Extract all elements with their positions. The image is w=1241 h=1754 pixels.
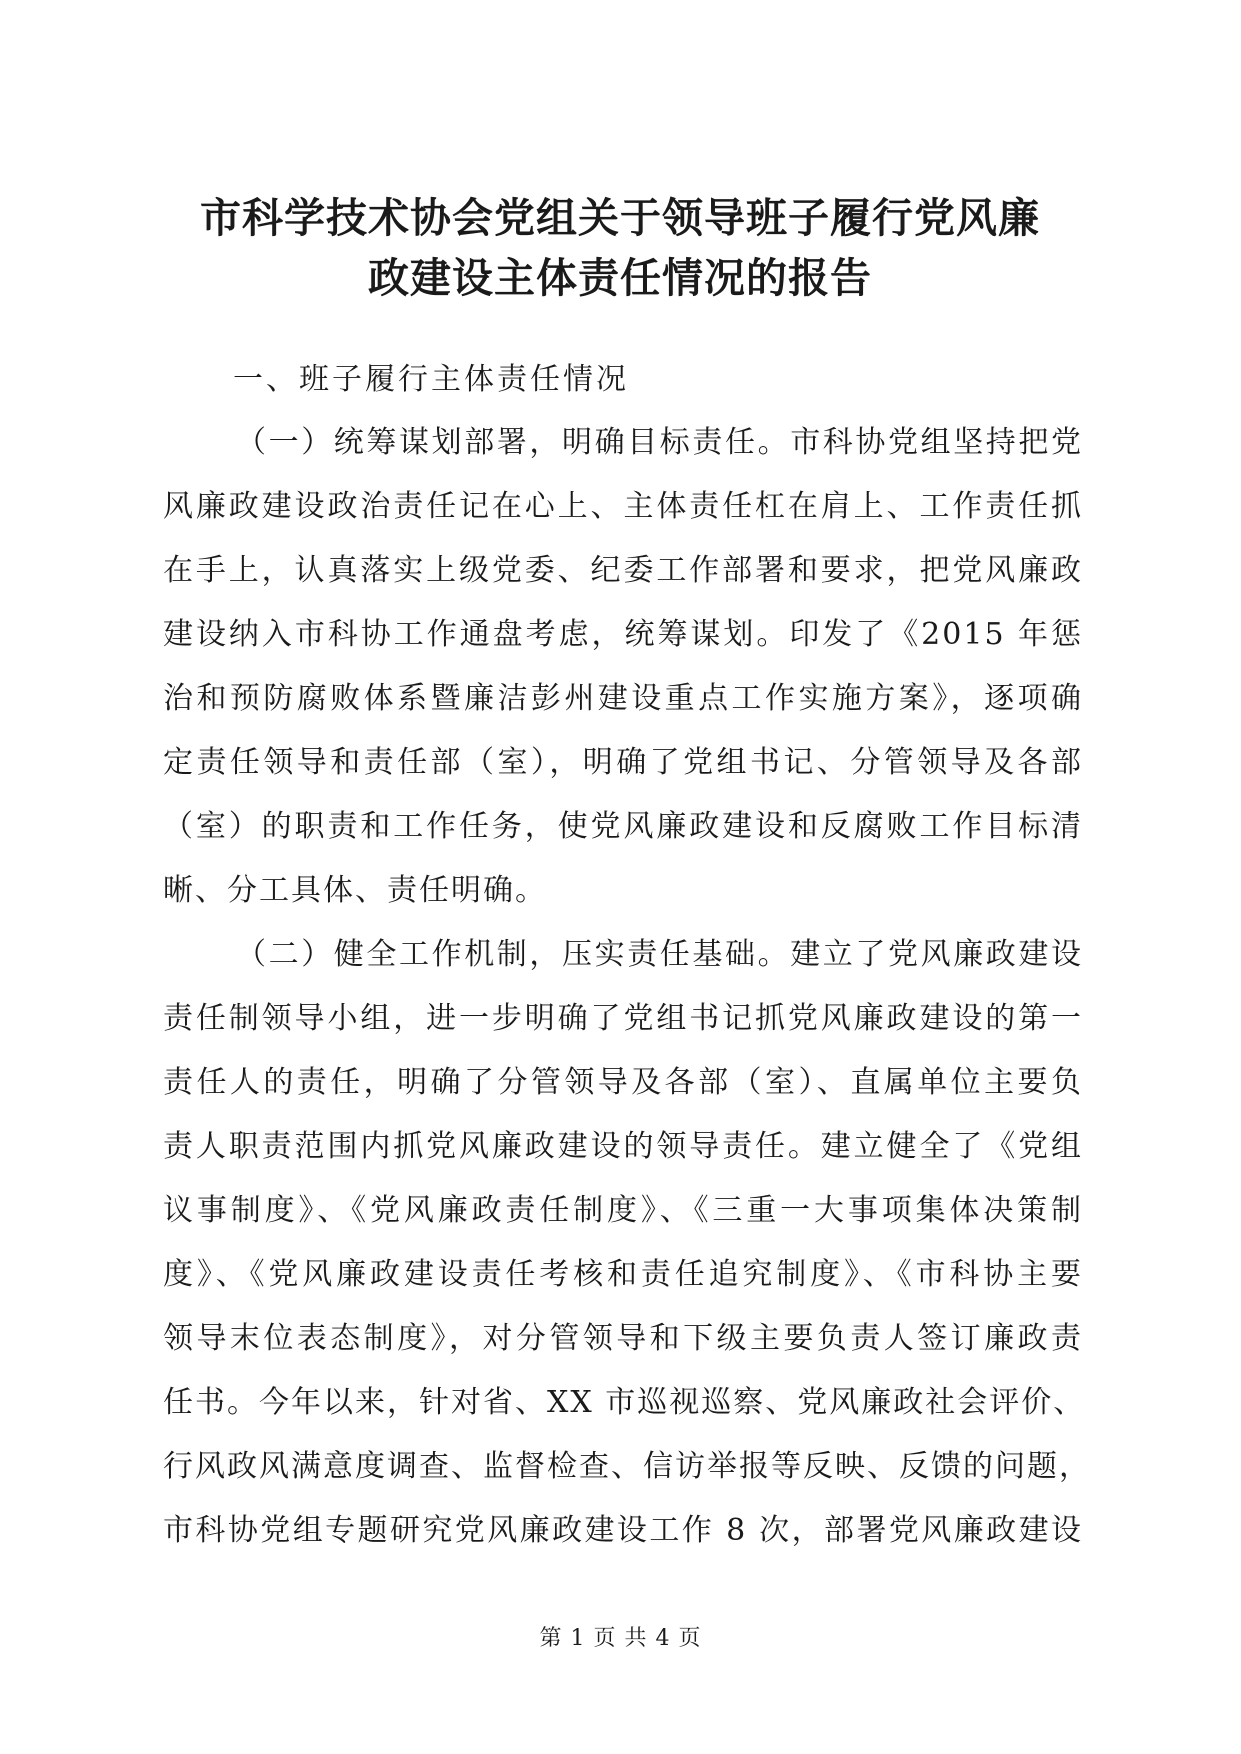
document-body	[163, 411, 1091, 1563]
paragraph-line: 市科协党组专题研究党风廉政建设工作 8 次，部署党风廉政建设	[163, 1513, 1083, 1548]
paragraph-line: 晰、分工具体、责任明确。	[163, 873, 547, 908]
paragraph-line: 任书。今年以来，针对省、XX 市巡视巡察、党风廉政社会评价、	[163, 1385, 1086, 1420]
document-title	[140, 188, 1100, 308]
paragraph-line: （一）统筹谋划部署，明确目标责任。市科协党组坚持把党	[236, 425, 1083, 460]
paragraph-2	[163, 923, 1091, 1563]
paragraph-line: 责任人的责任，明确了分管领导及各部（室）、直属单位主要负	[163, 1065, 1083, 1100]
paragraph-line: 责任制领导小组，进一步明确了党组书记抓党风廉政建设的第一	[163, 1001, 1083, 1036]
paragraph-line: 行风政风满意度调查、监督检查、信访举报等反映、反馈的问题，	[163, 1449, 1091, 1484]
paragraph-line: 建设纳入市科协工作通盘考虑，统筹谋划。印发了《2015 年惩	[163, 617, 1083, 652]
paragraph-1	[163, 411, 1083, 923]
paragraph-line: 领导末位表态制度》，对分管领导和下级主要负责人签订廉政责	[163, 1321, 1083, 1356]
title-line-1: 市科学技术协会党组关于领导班子履行党风廉	[200, 194, 1040, 242]
paragraph-line: （二）健全工作机制，压实责任基础。建立了党风廉政建设	[236, 937, 1083, 972]
paragraph-line: 责人职责范围内抓党风廉政建设的领导责任。建立健全了《党组	[163, 1129, 1083, 1164]
paragraph-line: 议事制度》、《党风廉政责任制度》、《三重一大事项集体决策制	[163, 1193, 1083, 1228]
paragraph-line: 度》、《党风廉政建设责任考核和责任追究制度》、《市科协主要	[163, 1257, 1083, 1292]
title-line-2: 政建设主体责任情况的报告	[368, 254, 872, 302]
paragraph-line: 风廉政建设政治责任记在心上、主体责任杠在肩上、工作责任抓	[163, 489, 1083, 524]
page-indicator: 第 1 页 共 4 页	[539, 1626, 702, 1651]
paragraph-line: 在手上，认真落实上级党委、纪委工作部署和要求，把党风廉政	[163, 553, 1083, 588]
paragraph-line: 治和预防腐败体系暨廉洁彭州建设重点工作实施方案》，逐项确	[163, 681, 1083, 716]
paragraph-line: （室）的职责和工作任务，使党风廉政建设和反腐败工作目标清	[163, 809, 1083, 844]
section-heading: 一、班子履行主体责任情况	[233, 362, 629, 397]
paragraph-line: 定责任领导和责任部（室），明确了党组书记、分管领导及各部	[163, 745, 1083, 780]
